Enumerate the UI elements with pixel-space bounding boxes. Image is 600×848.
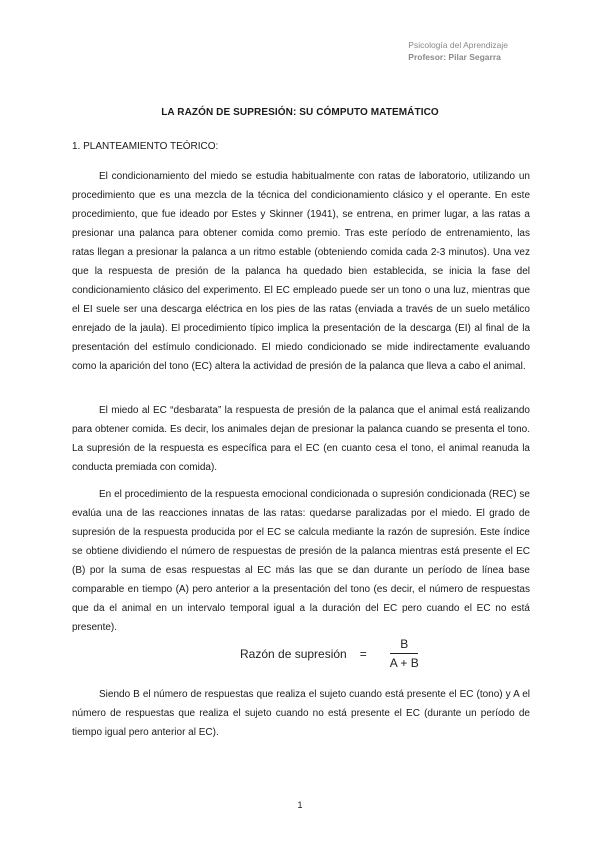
section-heading: 1. PLANTEAMIENTO TEÓRICO:: [72, 141, 219, 152]
paragraph-4: Siendo B el número de respuestas que realiza el sujeto cuando está presente el EC (tono) y A el número de respuestas que realiza el sujeto cuando no está presente el EC (durante un período de tiempo igual pero anterior al EC).: [72, 689, 530, 738]
paragraph-3: En el procedimiento de la respuesta emocional condicionada o supresión condicionada (REC) se evalúa una de las reacciones innatas de las ratas: quedarse paralizadas por el miedo. El grado de supresión de la respuesta producida por el EC se calcula mediante la razón de supresión. Este índice se obtiene dividiendo el número de respuestas de presión de la palanca mientras está presente el EC (B) por la suma de esas respuestas al EC más las que se dan durante un período de línea base comparable en tiempo (A) pero anterior a la presentación del tono (es decir, el número de respuestas que da el animal en un intervalo temporal igual a la duración del EC pero cuando el EC no está presente).: [72, 489, 530, 633]
page-number: 1: [297, 800, 303, 810]
header-professor: Profesor: Pilar Segarra: [408, 52, 501, 62]
formula-fraction: [380, 637, 429, 670]
paragraph-1: El condicionamiento del miedo se estudia habitualmente con ratas de laboratorio, utilizando un procedimiento que es una mezcla de la técnica del condicionamiento clásico y el operante. En este procedimiento, que fue ideado por Estes y Skinner (1941), se entrena, en primer lugar, a las ratas a presionar una palanca para obtener comida como premio. Tras este período de entrenamiento, las ratas llegan a presionar la palanca a un ritmo estable (obteniendo comida cada 2-3 minutos). Una vez que la respuesta de presión de la palanca ha quedado bien establecida, se inicia la fase del condicionamiento clásico del experimento. El EC empleado puede ser un tono o una luz, mientras que el EI suele ser una descarga eléctrica en los pies de las ratas (enviada a través de un suelo metálico enrejado de la jaula). El procedimiento típico implica la presentación de la descarga (EI) al final de la presentación del estímulo condicionado. El miedo condicionado se mide indirectamente evaluando como la aparición del tono (EC) altera la actividad de presión de la palanca que lleva a cabo el animal.: [72, 171, 530, 372]
page-header: [408, 39, 508, 63]
formula-equals: =: [359, 646, 367, 661]
suppression-ratio-formula: [240, 637, 429, 670]
paragraph-2: El miedo al EC “desbarata” la respuesta de presión de la palanca que el animal está realizando para obtener comida. Es decir, los animales dejan de presionar la palanca cuando se presenta el tono. La supresión de la respuesta es específica para el EC (en cuanto cesa el tono, el animal reanuda la conducta premiada con comida).: [72, 405, 530, 473]
formula-label: Razón de supresión: [240, 646, 347, 661]
header-course: Psicología del Aprendizaje: [408, 40, 508, 50]
document-title: LA RAZÓN DE SUPRESIÓN: SU CÓMPUTO MATEMÁTICO: [161, 107, 439, 118]
formula-denominator: A + B: [389, 656, 419, 670]
formula-numerator: B: [390, 637, 418, 654]
